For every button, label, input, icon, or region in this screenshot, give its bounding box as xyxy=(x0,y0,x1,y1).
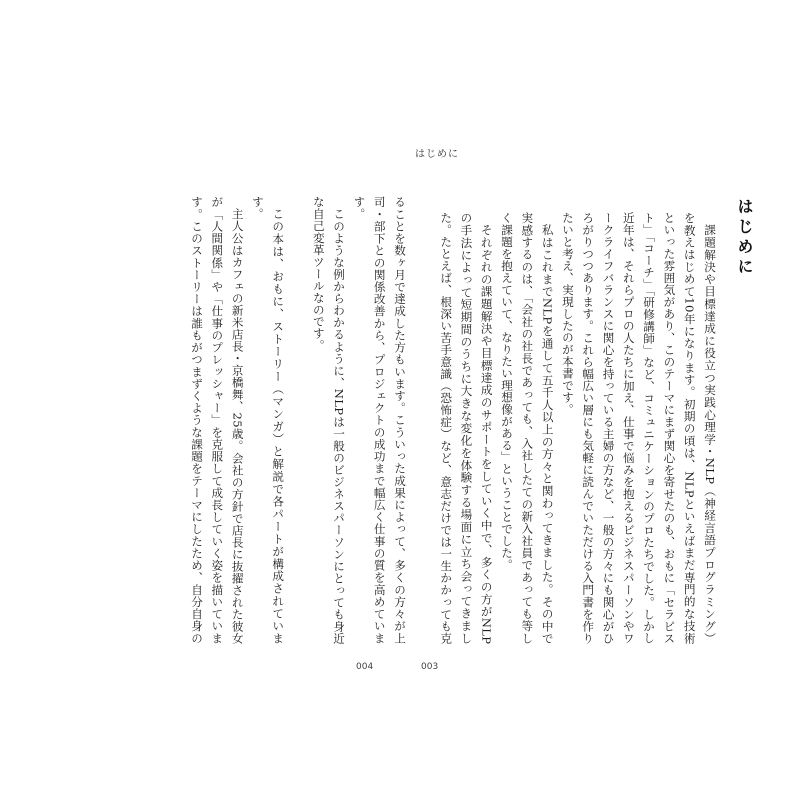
paragraph: 私はこれまでNLPを通して五千人以上の方々と関わってきました。その中で実感するのは、「会社の社長であっても、入社したての新入社員であっても等しく課題を抱えていて、なりたい理想像がある」ということでした。 xyxy=(500,212,555,644)
page-number-right: 003 xyxy=(421,662,439,672)
chapter-title: はじめに xyxy=(735,198,754,278)
paragraph: このような例からわかるように、NLPは一般のビジネスパーソンにとっても身近な自己変革ツールなのです。 xyxy=(311,196,347,644)
blank-line xyxy=(288,196,308,644)
left-page-text xyxy=(186,196,410,644)
paragraph: 主人公はカフェの新米店長・京橋舞、25歳。会社の方針で店長に抜擢された彼女が「人間関係」や「仕事のプレッシャー」を克服して成長していく姿を描いています。このストーリーは誰もがつまずくような課題をテーマにしたため、自分自身の xyxy=(190,196,245,644)
page-number-left: 004 xyxy=(356,662,374,672)
paragraph: ることを数ヶ月で達成した方もいます。こういった成果によって、多くの方々が上司・部下との関係改善から、プロジェクトの成功まで幅広く仕事の質を高めています。 xyxy=(352,196,407,644)
right-page-text xyxy=(438,212,720,644)
paragraph: 課題解決や目標達成に役立つ実践心理学・NLP（神経言語プログラミング）を教えはじめて10年になります。初期の頃は、NLPといえばまだ専門的な技術といった雰囲気があり、このテーマにまず関心を寄せたのも、おもに「セラピスト」「コーチ」「研修講師」など、コミュニケーションのプロたちでした。しかし近年は、それらプロの人たちに加え、仕事で悩みを抱えるビジネスパーソンやワークライフバランスに関心を持っている主婦の方など、一般の方々にも関心がひろがりつつあります。これら幅広い層にも気軽に読んでいただける入門書を作りたいと考え、実現したのが本書です。 xyxy=(560,212,717,644)
paragraph: この本は、おもに、ストーリー（マンガ）と解説で各パートが構成されています。 xyxy=(250,196,286,644)
paragraph: それぞれの課題解決や目標達成のサポートをしていく中で、多くの方がNLPの手法によって短期間のうちに大きな変化を体験する場面に立ち会ってきました。たとえば、根深い苦手意識（恐怖症）など、意志だけでは一生かかっても克 xyxy=(439,212,494,644)
running-head: はじめに xyxy=(415,149,459,160)
